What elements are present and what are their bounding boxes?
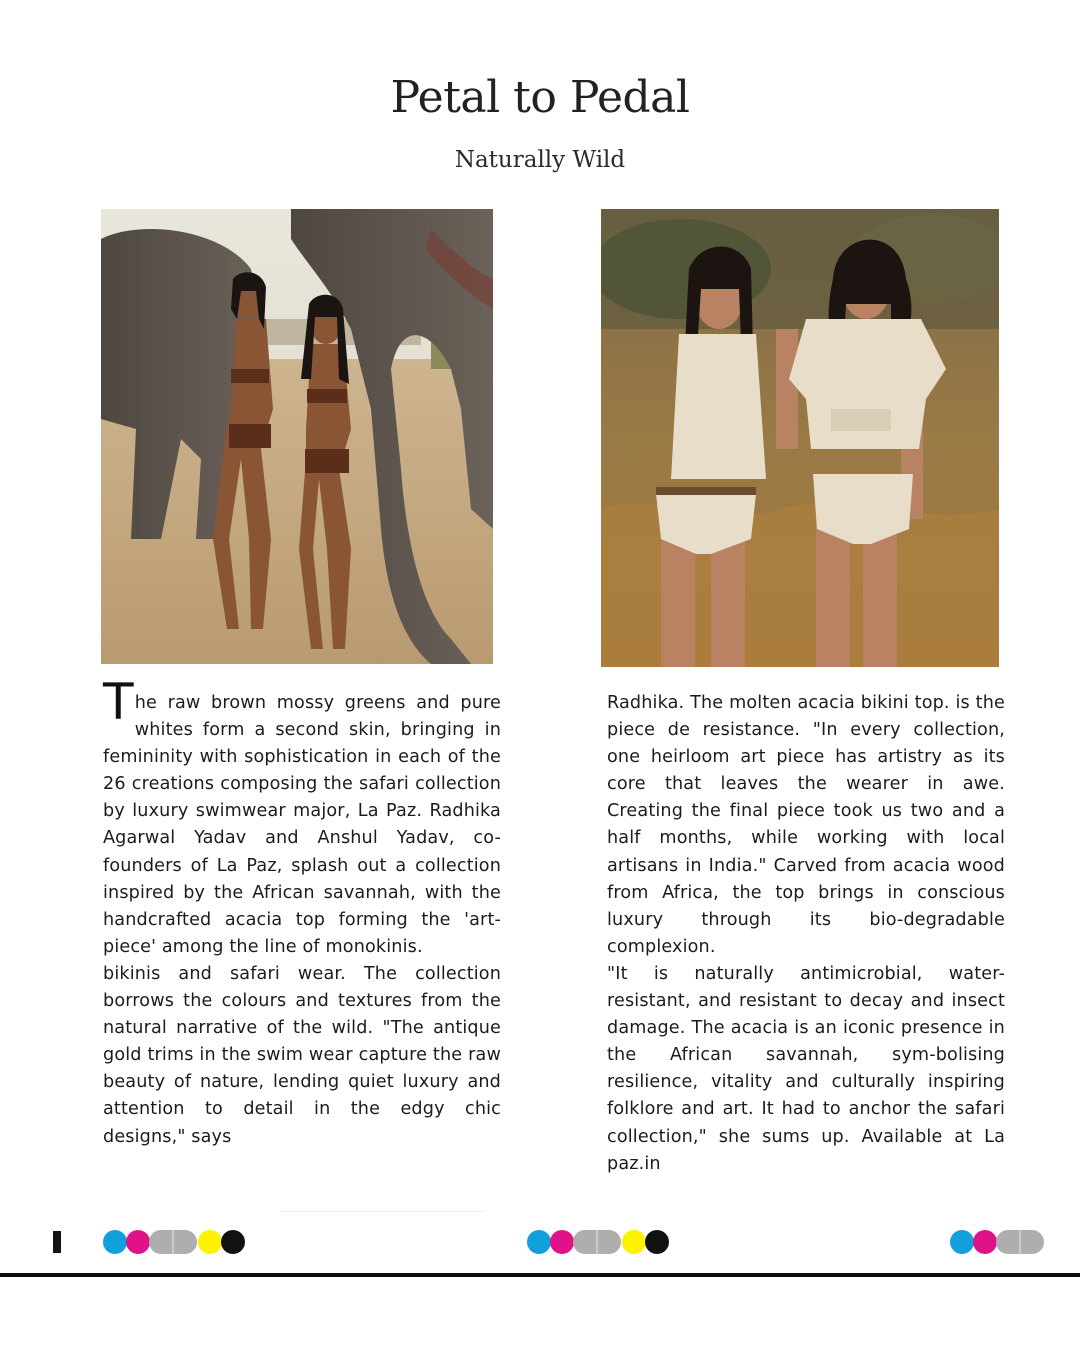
- bottom-rule: [0, 1273, 1080, 1277]
- photo-models-with-elephants: [101, 209, 493, 664]
- article-paragraph: "It is naturally antimicrobial, water-resistant, and resistant to decay and insect damage. The acacia is an iconic presence in the African savannah, sym-bolising resilience, vitality and culturally inspiring folklore and art. It had to anchor the safari collection," she sums up. Available at La paz.in: [607, 963, 1005, 1174]
- article-paragraph: [103, 673, 501, 961]
- color-registration-marks: [950, 1230, 1045, 1254]
- article-paragraph: bikinis and safari wear. The collection borrows the colours and textures from the natural narrative of the wild. "The antique gold trims in the swim wear capture the raw beauty of nature, lending quiet luxury and attention to detail in the edgy chic designs," says: [103, 963, 501, 1147]
- photo-models-cream-outfits: [601, 209, 999, 667]
- article-column-left: [103, 673, 501, 1151]
- elephant-photo-illustration: [101, 209, 493, 664]
- magenta-swatch: [550, 1230, 574, 1254]
- article-column-right: [607, 690, 1005, 1178]
- grassland-photo-illustration: [601, 209, 999, 667]
- page-subtitle: Naturally Wild: [454, 147, 626, 173]
- paragraph-text: he raw brown mossy greens and pure whites form a second skin, bringing in femininity with sophistication in each of the 26 creations composing the safari collection by luxury swimwear major, La Paz. Radhika Agarwal Yadav and Anshul Yadav, co-founders of La Paz, splash out a collection inspired by the African savannah, with the handcrafted acacia top forming the 'art-piece' among the line of monokinis.: [103, 693, 501, 957]
- gray-swatch: [996, 1230, 1044, 1254]
- cyan-swatch: [103, 1230, 127, 1254]
- color-registration-marks: [527, 1230, 668, 1254]
- yellow-swatch: [622, 1230, 646, 1254]
- black-swatch: [645, 1230, 669, 1254]
- drop-cap: T: [103, 673, 134, 731]
- page-title: Petal to Pedal: [390, 72, 690, 123]
- registration-bar: [53, 1231, 61, 1253]
- article-paragraph: Radhika. The molten acacia bikini top. is the piece de resistance. "In every collection, one heirloom art piece has artistry as its core that leaves the wearer in awe. Creating the final piece took us two and a half months, while working with local artisans in India." Carved from acacia wood from Africa, the top brings in conscious luxury through its bio-degradable complexion.: [607, 693, 1005, 957]
- magenta-swatch: [973, 1230, 997, 1254]
- gray-swatch: [149, 1230, 197, 1254]
- black-swatch: [221, 1230, 245, 1254]
- magenta-swatch: [126, 1230, 150, 1254]
- yellow-swatch: [198, 1230, 222, 1254]
- cyan-swatch: [950, 1230, 974, 1254]
- gray-swatch: [573, 1230, 621, 1254]
- divider: [280, 1211, 484, 1212]
- color-registration-marks: [103, 1230, 244, 1254]
- cyan-swatch: [527, 1230, 551, 1254]
